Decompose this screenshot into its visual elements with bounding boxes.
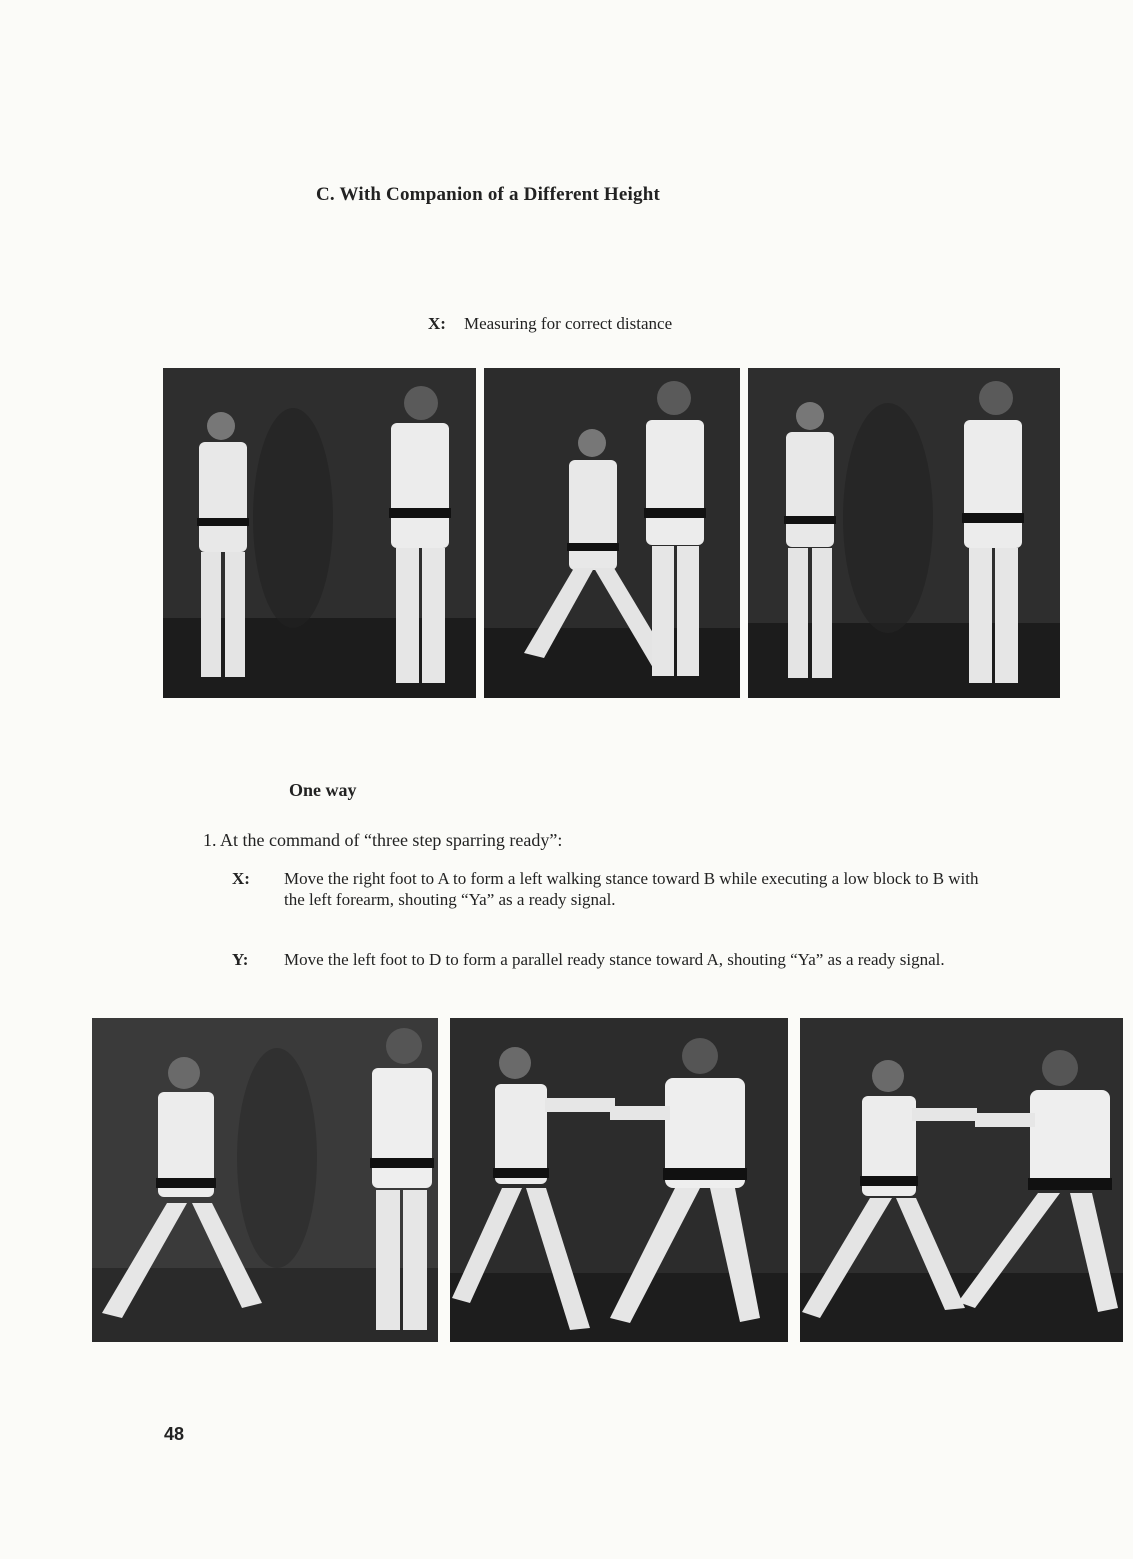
page-number: 48 <box>164 1424 185 1444</box>
photo-ready-3 <box>800 1018 1123 1342</box>
instruction-x <box>232 868 992 910</box>
step-one: 1. At the command of “three step sparring ready”: <box>203 830 563 850</box>
photo-caption <box>428 314 672 334</box>
instruction-label: Y: <box>232 950 249 969</box>
photo-measuring-2 <box>484 368 740 698</box>
photo-measuring-1 <box>163 368 476 698</box>
caption-label: X: <box>428 314 446 333</box>
instruction-label: X: <box>232 869 250 888</box>
instruction-y <box>232 949 992 970</box>
caption-text: Measuring for correct distance <box>463 314 673 333</box>
subheading: One way <box>289 780 357 800</box>
section-title: C. With Companion of a Different Height <box>316 184 661 205</box>
instruction-text: Move the right foot to A to form a left walking stance toward B while executing a low block to B with the left forearm, shouting “Ya” as a ready signal. <box>284 869 979 909</box>
photo-measuring-3 <box>748 368 1060 698</box>
instruction-text: Move the left foot to D to form a parallel ready stance toward A, shouting “Ya” as a ready signal. <box>284 950 945 969</box>
photo-ready-2 <box>450 1018 788 1342</box>
photo-ready-1 <box>92 1018 438 1342</box>
